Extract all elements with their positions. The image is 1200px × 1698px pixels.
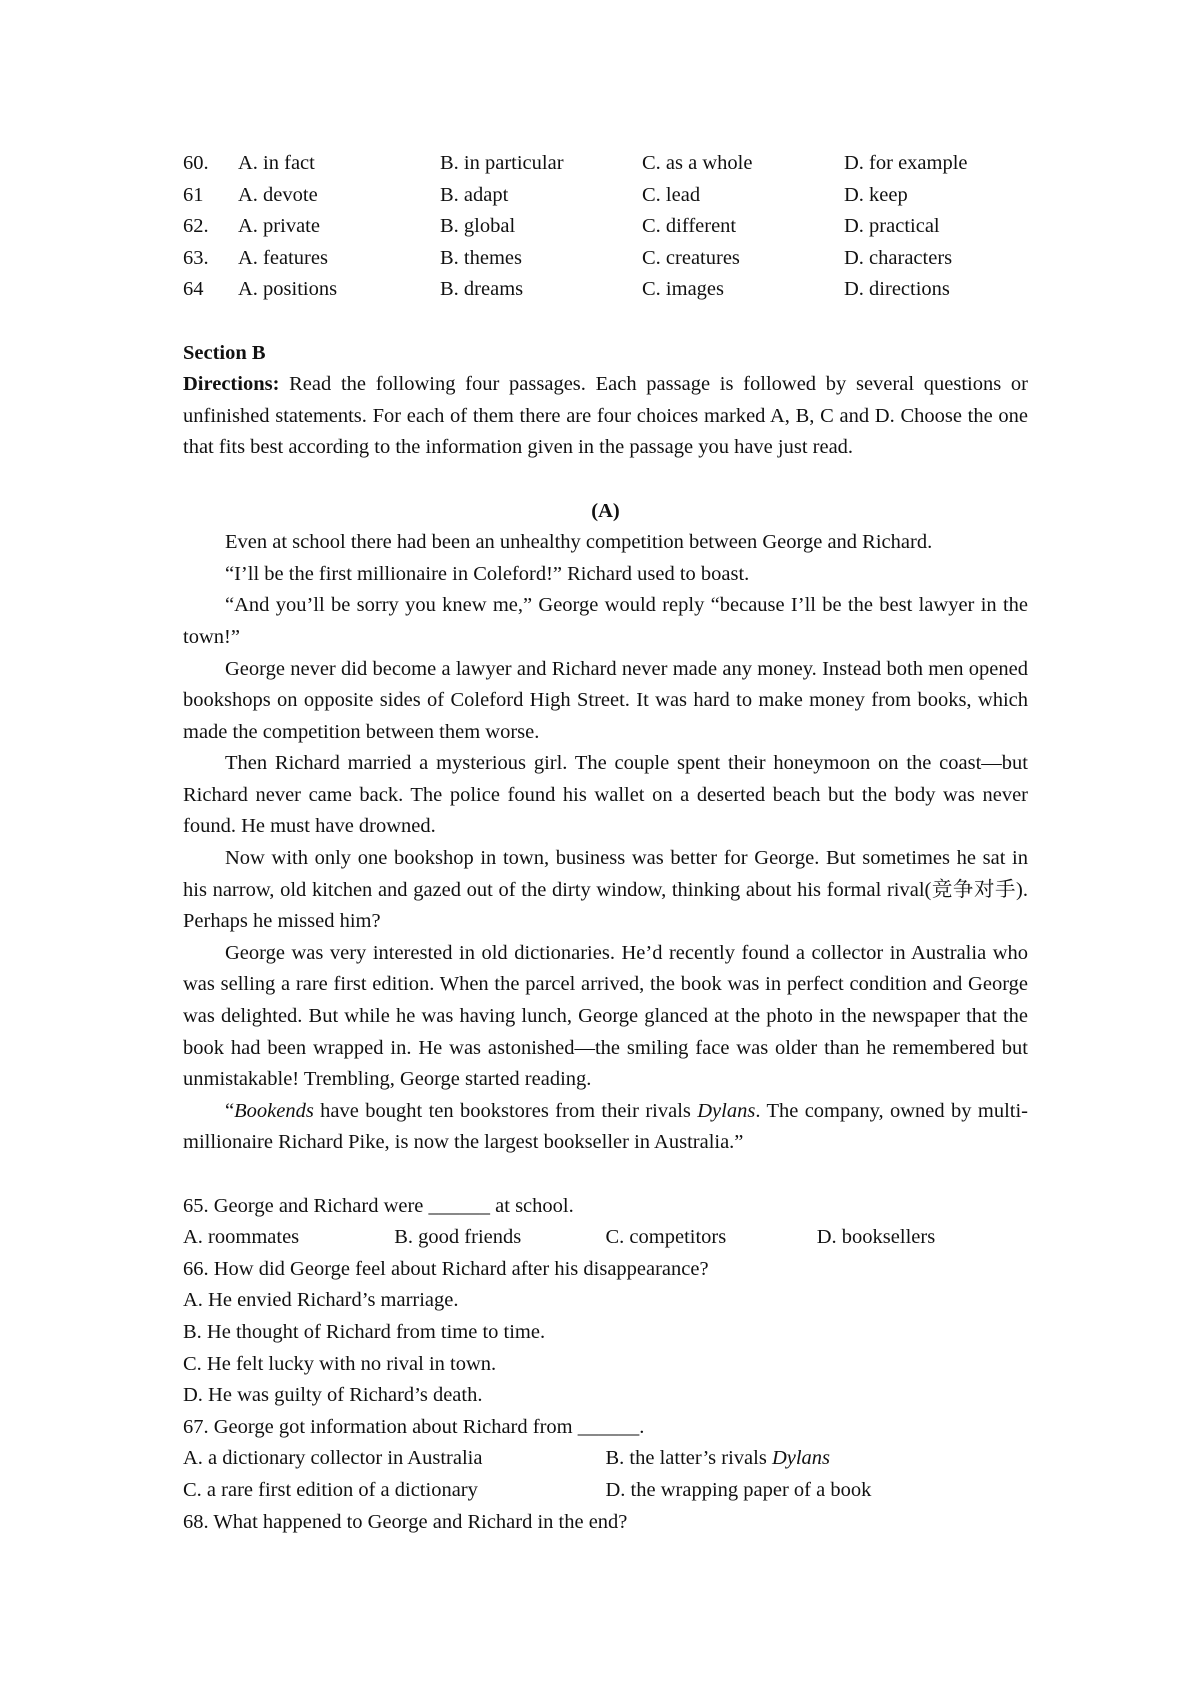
- option-c: C. as a whole: [642, 152, 753, 174]
- directions: [183, 369, 1028, 464]
- spacer: [183, 306, 1028, 338]
- option-c: C. images: [642, 278, 724, 301]
- quote-open: “: [225, 1099, 235, 1122]
- passage-paragraph: Even at school there had been an unhealthy competition between George and Richard.: [225, 531, 933, 554]
- option-row-60: [183, 148, 1028, 180]
- option-row-64: [183, 274, 1028, 306]
- question-67-options-row-2: [183, 1475, 1028, 1507]
- option-row-61: [183, 180, 1028, 212]
- option-d: D. booksellers: [816, 1226, 936, 1249]
- company-name: Dylans: [697, 1099, 756, 1122]
- question-number: 60.: [183, 152, 209, 174]
- question-number: 61: [183, 183, 204, 206]
- options-table: [183, 148, 1028, 306]
- option-a: A. private: [238, 215, 320, 238]
- question-67: 67. George got information about Richard from ______.: [183, 1415, 645, 1438]
- option-a: A. devote: [238, 183, 318, 206]
- question-65: 65. George and Richard were ______ at school.: [183, 1194, 574, 1217]
- option-c: C. a rare first edition of a dictionary: [183, 1478, 478, 1501]
- company-name: Bookends: [234, 1099, 314, 1122]
- option-b: B. global: [440, 215, 516, 238]
- option-b: B. good friends: [394, 1226, 522, 1249]
- option-a: A. a dictionary collector in Australia: [183, 1447, 483, 1470]
- option-c: C. lead: [642, 183, 701, 206]
- passage-paragraph: Now with only one bookshop in town, business was better for George. But sometimes he sat in his narrow, old kitchen and gazed out of the dirty window, thinking about his formal rival(竞争对手). Perhaps he missed him?: [183, 847, 1028, 933]
- option-row-63: [183, 243, 1028, 275]
- spacer: [183, 1159, 1028, 1191]
- question-66: 66. How did George feel about Richard after his disappearance?: [183, 1257, 709, 1280]
- option-d: D. He was guilty of Richard’s death.: [183, 1384, 483, 1407]
- company-name: Dylans: [771, 1447, 831, 1470]
- option-d: D. keep: [844, 183, 908, 206]
- option-b: B. in particular: [440, 152, 564, 174]
- passage-paragraph: George never did become a lawyer and Richard never made any money. Instead both men opened bookshops on opposite sides of Coleford High Street. It was hard to make money from books, which made the competition between them worse.: [183, 657, 1028, 743]
- passage-paragraph: “I’ll be the first millionaire in Coleford!” Richard used to boast.: [225, 562, 750, 585]
- option-row-62: [183, 211, 1028, 243]
- option-c: C. creatures: [642, 246, 740, 269]
- option-b-text: B. the latter’s rivals: [605, 1447, 772, 1470]
- passage-text: . The company, owned by multi-millionaire Richard Pike, is now the largest bookseller in Australia.”: [183, 1099, 1028, 1154]
- passage-paragraph: Then Richard married a mysterious girl. The couple spent their honeymoon on the coast—but Richard never came back. The police found his wallet on a deserted beach but the body was never found. He must have drowned.: [183, 752, 1028, 838]
- passage-paragraph: [183, 1096, 1028, 1159]
- option-a: A. in fact: [238, 152, 315, 174]
- passage-paragraph: George was very interested in old dictionaries. He’d recently found a collector in Australia who was selling a rare first edition. When the parcel arrived, the book was in perfect condition and George was delighted. But while he was having lunch, George glanced at the photo in the newspaper that the book had been wrapped in. He was astonished—the smiling face was older than he remembered but unmistakable! Trembling, George started reading.: [183, 941, 1028, 1091]
- exam-page: [183, 148, 1028, 1538]
- passage-text: have bought ten bookstores from their rivals: [313, 1099, 698, 1122]
- question-number: 63.: [183, 246, 209, 269]
- option-b: B. dreams: [440, 278, 524, 301]
- spacer: [183, 464, 1028, 496]
- option-d: D. practical: [844, 215, 940, 238]
- directions-text: Read the following four passages. Each passage is followed by several questions or unfinished statements. For each of them there are four choices marked A, B, C and D. Choose the one that fits best according to the information given in the passage you have just read.: [183, 373, 1028, 459]
- option-a: A. He envied Richard’s marriage.: [183, 1289, 459, 1312]
- option-d: D. the wrapping paper of a book: [605, 1478, 872, 1501]
- option-c: C. competitors: [605, 1226, 727, 1249]
- option-a: A. positions: [238, 278, 338, 301]
- option-d: D. for example: [844, 152, 968, 174]
- option-b: B. adapt: [440, 183, 509, 206]
- question-65-options: [183, 1222, 1028, 1254]
- directions-label: Directions:: [183, 373, 280, 396]
- question-number: 62.: [183, 215, 209, 238]
- option-b: B. themes: [440, 246, 522, 269]
- option-c: C. different: [642, 215, 737, 238]
- passage-label: (A): [591, 499, 620, 522]
- option-a: A. features: [238, 246, 328, 269]
- option-d: D. directions: [844, 278, 950, 301]
- option-d: D. characters: [844, 246, 953, 269]
- passage-paragraph: “And you’ll be sorry you knew me,” George would reply “because I’ll be the best lawyer in the town!”: [183, 594, 1028, 648]
- option-a: A. roommates: [183, 1226, 300, 1249]
- option-b: B. He thought of Richard from time to time.: [183, 1320, 546, 1343]
- question-67-options-row-1: [183, 1443, 1028, 1475]
- option-b: [606, 1443, 1029, 1475]
- option-c: C. He felt lucky with no rival in town.: [183, 1352, 497, 1375]
- section-title: Section B: [183, 341, 266, 364]
- question-number: 64: [183, 278, 204, 301]
- question-68: 68. What happened to George and Richard in the end?: [183, 1510, 628, 1533]
